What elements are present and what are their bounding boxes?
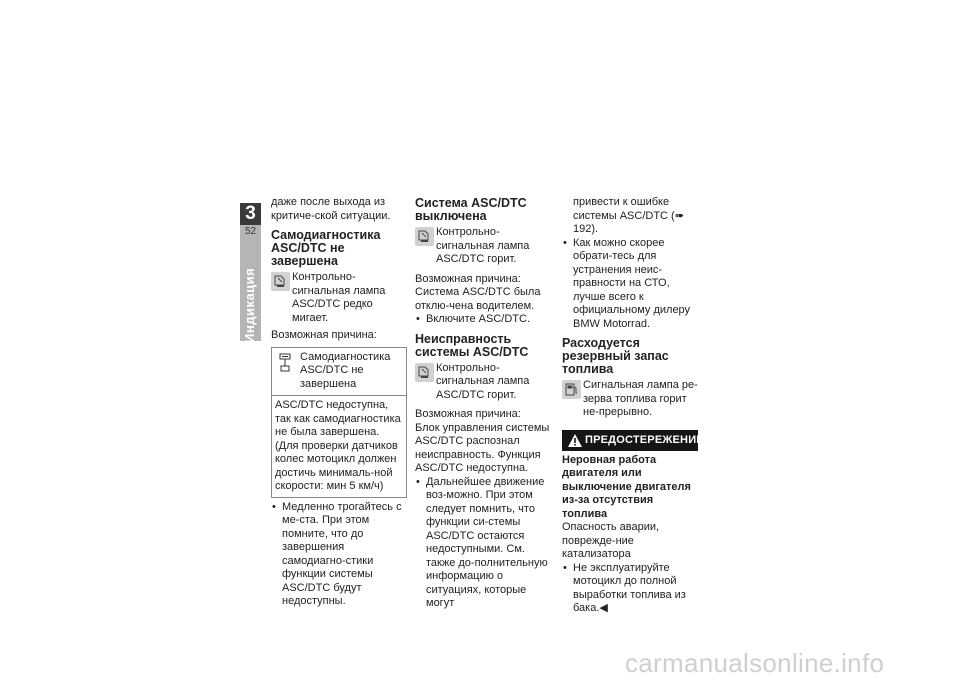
list-item: • Как можно скорее обрати-тесь для устранения неис-правности на СТО, лучше всего к официальному дилеру BMW Motorrad. [562, 237, 698, 332]
chapter-number: 3 [240, 203, 261, 225]
continued-text: привести к ошибке системы ASC/DTC (➠ 192). [573, 196, 684, 235]
section-heading: Расходуется резервный запас топлива [562, 336, 669, 376]
column-2 [415, 196, 552, 611]
warning-triangle-icon [567, 433, 583, 448]
self-diagnosis-icon [278, 353, 292, 373]
chapter-title: Индикация [242, 267, 257, 343]
asc-dtc-warning-lamp-icon [271, 272, 290, 291]
fuel-reserve-lamp-icon [562, 380, 581, 399]
column-3 [562, 196, 704, 616]
list-item: • Медленно трогайтесь с ме-ста. При этом помните, что до завершения самодиагно-стики функции системы ASC/DTC будут недоступны. [271, 501, 407, 609]
lamp-row [415, 362, 552, 403]
asc-dtc-warning-lamp-icon [415, 227, 434, 246]
cause-text: Блок управления системы ASC/DTC распознал неисправность. Функция ASC/DTC недоступна. [415, 421, 550, 474]
action-list [562, 237, 698, 332]
lamp-row [415, 226, 552, 267]
list-item: • Дальнейшее движение воз-можно. При этом следует помнить, что функции си-стемы ASC/DTC остаются недоступными. См. также до-полнительную информацию о ситуациях, которые могут [415, 476, 552, 611]
cause-text: Система ASC/DTC была отклю-чена водителем. [415, 286, 541, 312]
info-box-title: Самодиагностика ASC/DTC не завершена [300, 350, 391, 390]
list-item: • Включите ASC/DTC. [415, 313, 552, 327]
section-heading: Система ASC/DTC выключена [415, 196, 527, 223]
warning-title: Неровная работа двигателя или выключение двигателя из-за отсутствия топлива [562, 453, 691, 520]
page-number: 52 [244, 226, 257, 237]
intro-text: даже после выхода из критиче-ской ситуации. [271, 196, 391, 222]
action-list [415, 476, 552, 611]
lamp-row [271, 271, 407, 325]
info-box-header [272, 348, 406, 397]
lamp-description: Сигнальная лампа ре-зерва топлива горит не-прерывно. [583, 379, 698, 418]
section-heading: Самодиагностика ASC/DTC не завершена [271, 228, 381, 268]
lamp-description: Контрольно-сигнальная лампа ASC/DTC горит. [436, 226, 530, 265]
chapter-tab [240, 203, 261, 341]
list-item: • Не эксплуатируйте мотоцикл до полной выработки топлива из бака.◀ [562, 562, 698, 616]
cause-label: Возможная причина: [415, 272, 521, 285]
info-box [271, 347, 407, 498]
cause-label: Возможная причина: [415, 408, 521, 420]
action-list [415, 313, 552, 327]
asc-dtc-warning-lamp-icon [415, 363, 434, 382]
warning-text: Опасность аварии, поврежде-ние катализатора [562, 521, 660, 560]
action-list [271, 501, 407, 609]
lamp-description: Контрольно-сигнальная лампа ASC/DTC редко мигает. [292, 271, 386, 324]
warning-bar [562, 430, 704, 451]
section-heading: Неисправность системы ASC/DTC [415, 331, 529, 359]
action-list [562, 562, 698, 616]
warning-label: ПРЕДОСТЕРЕЖЕНИЕ [585, 433, 704, 446]
lamp-description: Контрольно-сигнальная лампа ASC/DTC горит. [436, 361, 530, 401]
cause-label: Возможная причина: [271, 329, 377, 341]
lamp-row [562, 379, 698, 420]
watermark: carmanualsonline.info [625, 648, 885, 678]
info-box-body: ASC/DTC недоступна, так как самодиагностика не была завершена. (Для проверки датчиков колес мотоцикл должен достичь минималь-ной скорости: мин 5 км/ч) [275, 399, 401, 492]
column-1 [271, 196, 407, 609]
